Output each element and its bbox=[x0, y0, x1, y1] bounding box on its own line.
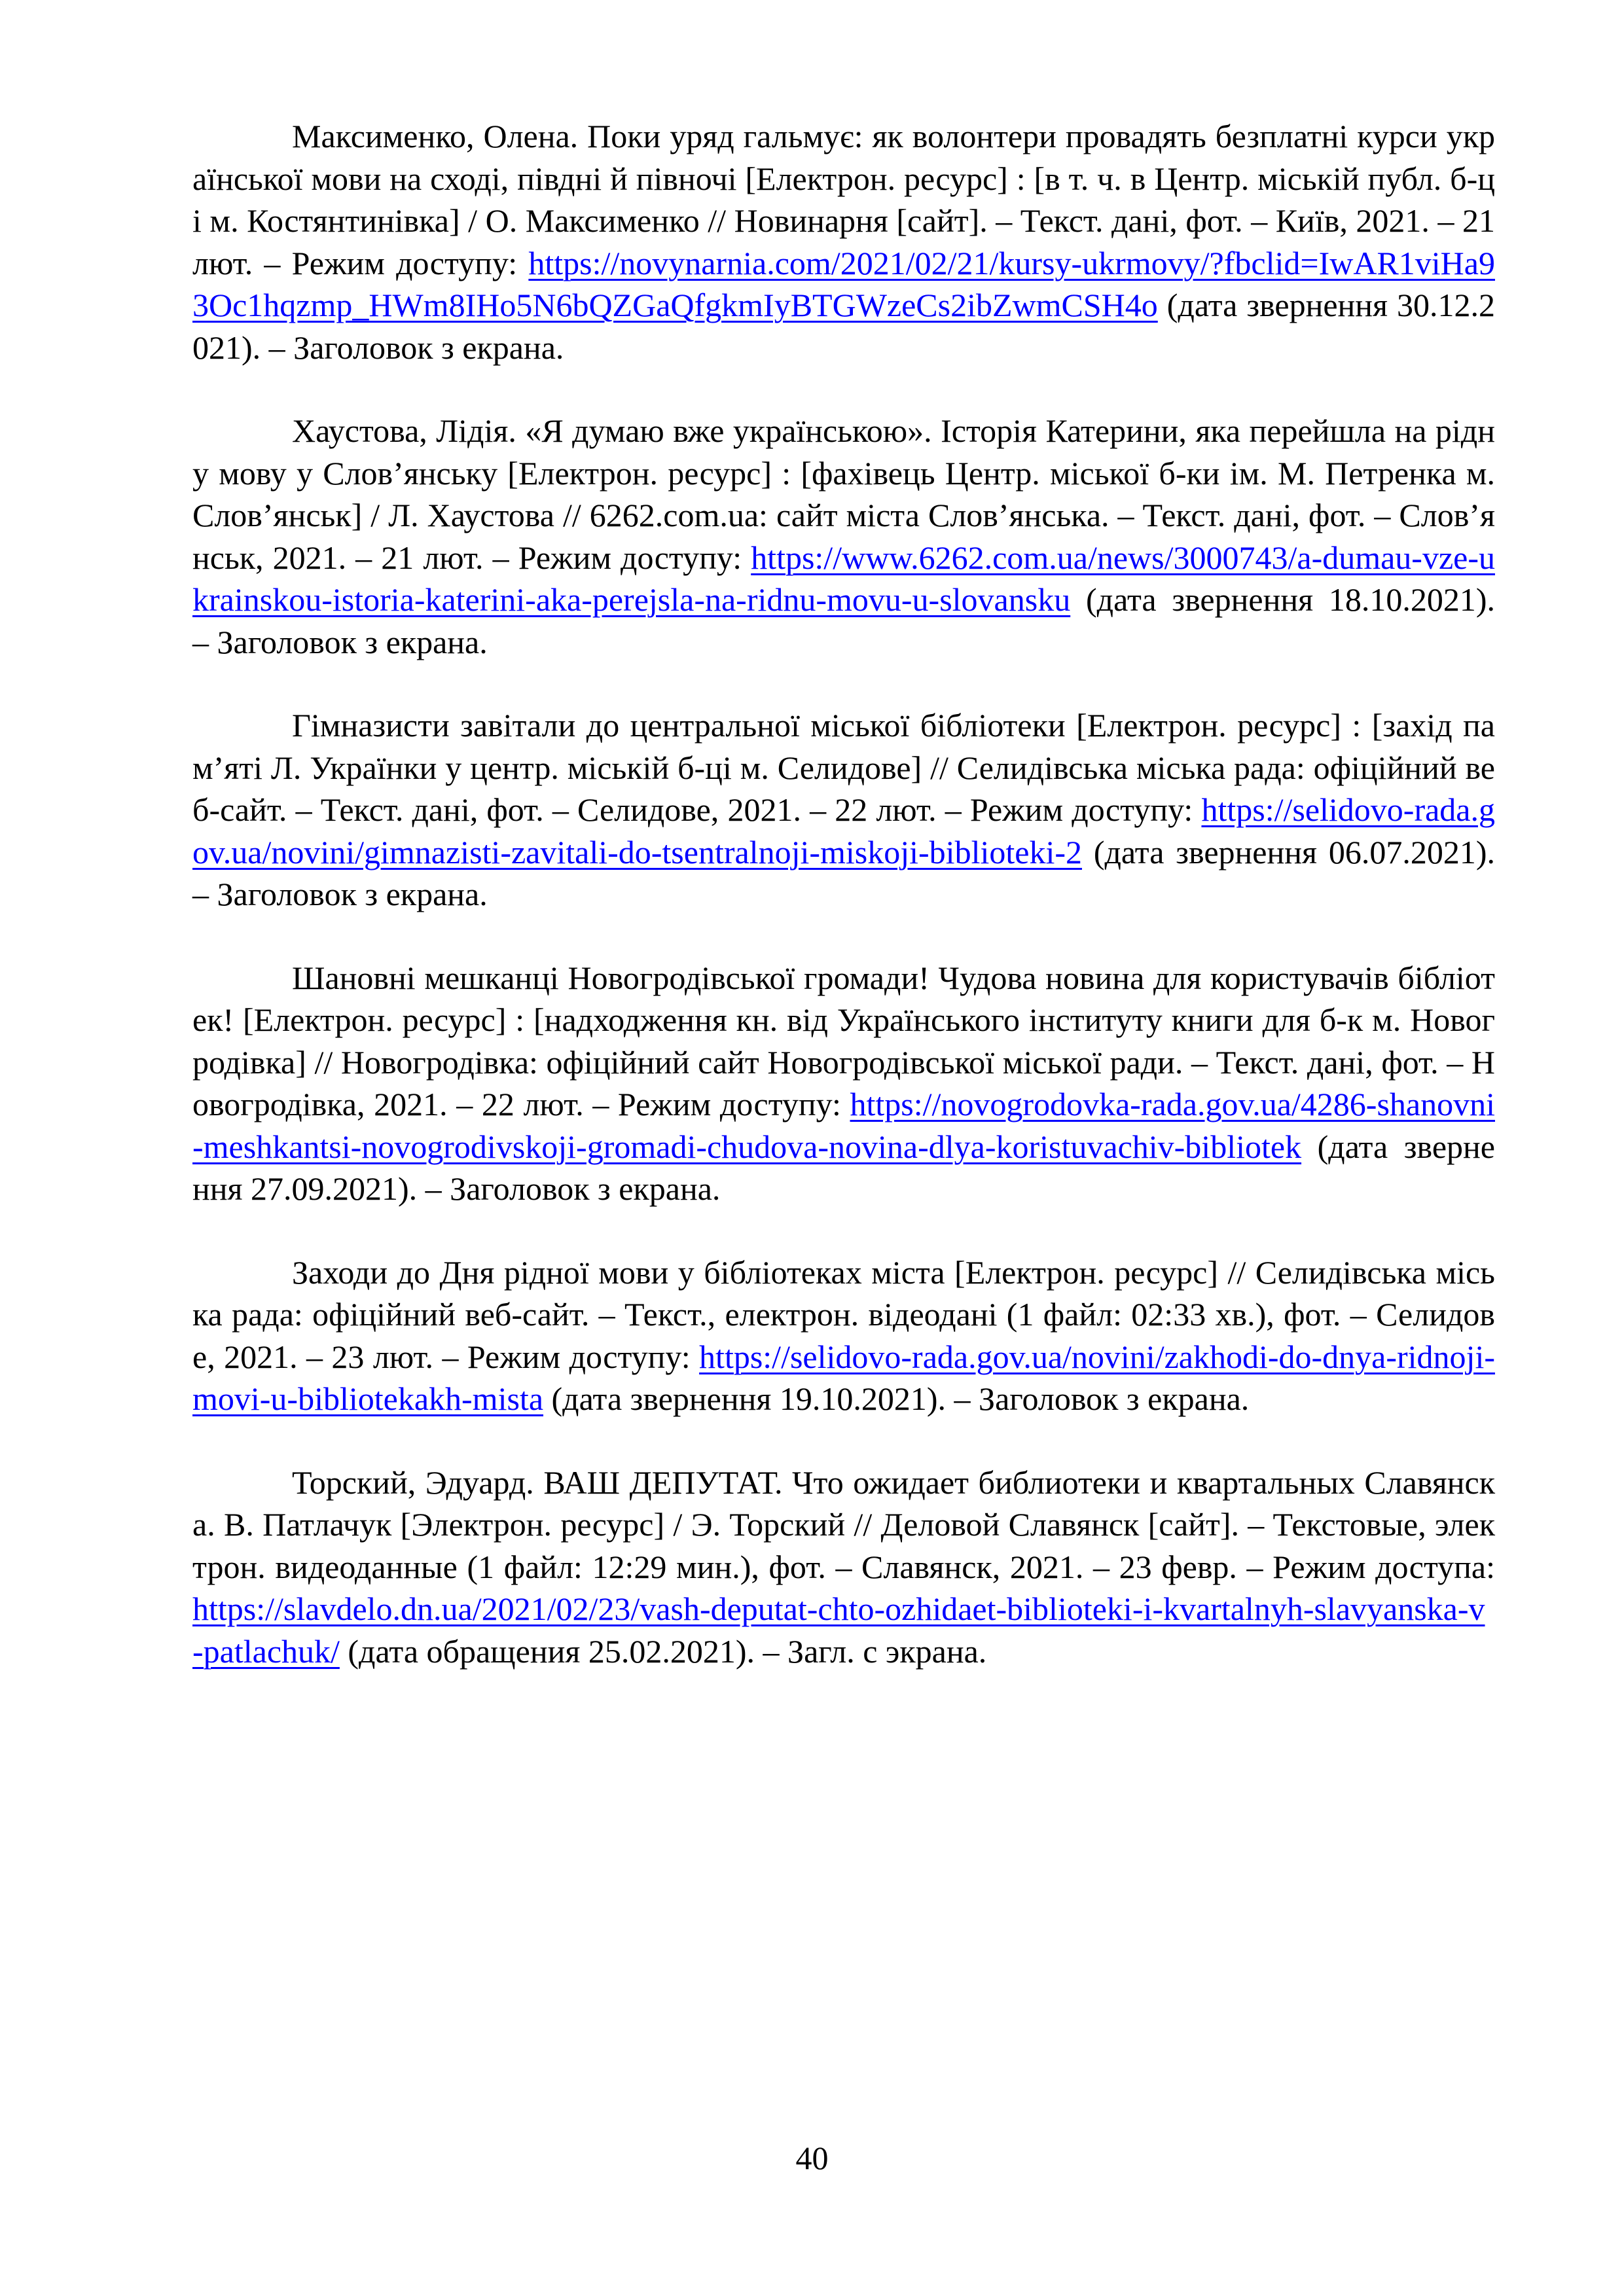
entry-text: Хаустова, Лідія. «Я думаю вже українською». Історія Катерини, яка перейшла на рідну мову у Слов’янську [Електрон. ресурс] : [фахівець Центр. міської б-ки ім. М. Петренка м. Слов’янськ] / Л. Хаустова // 6262.com.ua: сайт міста Слов’янська. – Текст. дані, фот. – Слов’янськ, 2021. – 21 лют. – Режим доступу: bbox=[192, 412, 1495, 576]
entry-link[interactable]: https://novynarnia.com/2021/02/21/kursy-ukrmovy/?fbclid=IwAR1viHa93Oc1hqzmp_HWm8IHo5N6bQZGaQfgkmIyBTGWzeCs2ibZwmCSH4o bbox=[192, 244, 1495, 323]
document-page bbox=[192, 115, 1495, 1713]
entry-link[interactable]: https://www.6262.com.ua/news/3000743/a-dumau-vze-ukrainskou-istoria-katerini-aka-perejsla-na-ridnu-movu-u-slovansku bbox=[192, 539, 1495, 618]
bibliography-entry bbox=[192, 957, 1495, 1210]
entry-link[interactable]: https://selidovo-rada.gov.ua/novini/gimnazisti-zavitali-do-tsentralnoji-miskoji-biblioteki-2 bbox=[192, 791, 1495, 870]
entry-link[interactable]: https://selidovo-rada.gov.ua/novini/zakhodi-do-dnya-ridnoji-movi-u-bibliotekakh-mista bbox=[192, 1338, 1495, 1417]
bibliography-entry bbox=[192, 704, 1495, 916]
entry-text: Максименко, Олена. Поки уряд гальмує: як волонтери провадять безплатні курси української мови на сході, півдні й півночі [Електрон. ресурс] : [в т. ч. в Центр. міській публ. б-ці м. Костянтинівка] / О. Максименко // Новинарня [сайт]. – Текст. дані, фот. – Київ, 2021. – 21 лют. – Режим доступу: bbox=[192, 118, 1495, 281]
entry-text: Гімназисти завітали до центральної міської бібліотеки [Електрон. ресурс] : [захід пам’яті Л. Українки у центр. міській б-ці м. Селидове] // Селидівська міська рада: офіційний веб-сайт. – Текст. дані, фот. – Селидове, 2021. – 22 лют. – Режим доступу: bbox=[192, 707, 1495, 828]
bibliography-entry bbox=[192, 115, 1495, 368]
entry-link[interactable]: https://slavdelo.dn.ua/2021/02/23/vash-deputat-chto-ozhidaet-biblioteki-i-kvartalnyh-slavyanska-v-patlachuk/ bbox=[192, 1590, 1485, 1670]
entry-text: Шановні мешканці Новогродівської громади! Чудова новина для користувачів бібліотек! [Електрон. ресурс] : [надходження кн. від Українського інституту книги для б-к м. Новогродівка] // Новогродівка: офіційний сайт Новогродівської міської ради. – Текст. дані, фот. – Новогродівка, 2021. – 22 лют. – Режим доступу: bbox=[192, 959, 1495, 1122]
entry-text-after: (дата звернення 27.09.2021). – Заголовок з екрана. bbox=[192, 1128, 1495, 1207]
entry-text-after: (дата звернення 18.10.2021). – Заголовок з екрана. bbox=[192, 581, 1495, 660]
entry-text-after: (дата обращения 25.02.2021). – Загл. с экрана. bbox=[339, 1632, 987, 1670]
entry-link[interactable]: https://novogrodovka-rada.gov.ua/4286-shanovni-meshkantsi-novogrodivskoji-gromadi-chudova-novina-dlya-koristuvachiv-bibliotek bbox=[192, 1086, 1495, 1165]
bibliography-entry bbox=[192, 1251, 1495, 1420]
entry-text: Торский, Эдуард. ВАШ ДЕПУТАТ. Что ожидает библиотеки и квартальных Славянска. В. Патлачук [Электрон. ресурс] / Э. Торский // Деловой Славянск [сайт]. – Текстовые, электрон. видеоданные (1 файл: 12:29 мин.), фот. – Славянск, 2021. – 23 февр. – Режим доступа: bbox=[192, 1463, 1495, 1585]
bibliography-entry bbox=[192, 410, 1495, 663]
entry-text-after: (дата звернення 06.07.2021). – Заголовок з екрана. bbox=[192, 833, 1495, 912]
entry-text-after: (дата звернення 19.10.2021). – Заголовок з екрана. bbox=[543, 1380, 1250, 1417]
page-number: 40 bbox=[795, 2140, 829, 2176]
bibliography-entry bbox=[192, 1462, 1495, 1673]
entry-text-after: (дата звернення 30.12.2021). – Заголовок з екрана. bbox=[192, 287, 1495, 366]
entry-text: Заходи до Дня рідної мови у бібліотеках міста [Електрон. ресурс] // Селидівська міська рада: офіційний веб-сайт. – Текст., електрон. відеодані (1 файл: 02:33 хв.), фот. – Селидове, 2021. – 23 лют. – Режим доступу: bbox=[192, 1253, 1495, 1375]
